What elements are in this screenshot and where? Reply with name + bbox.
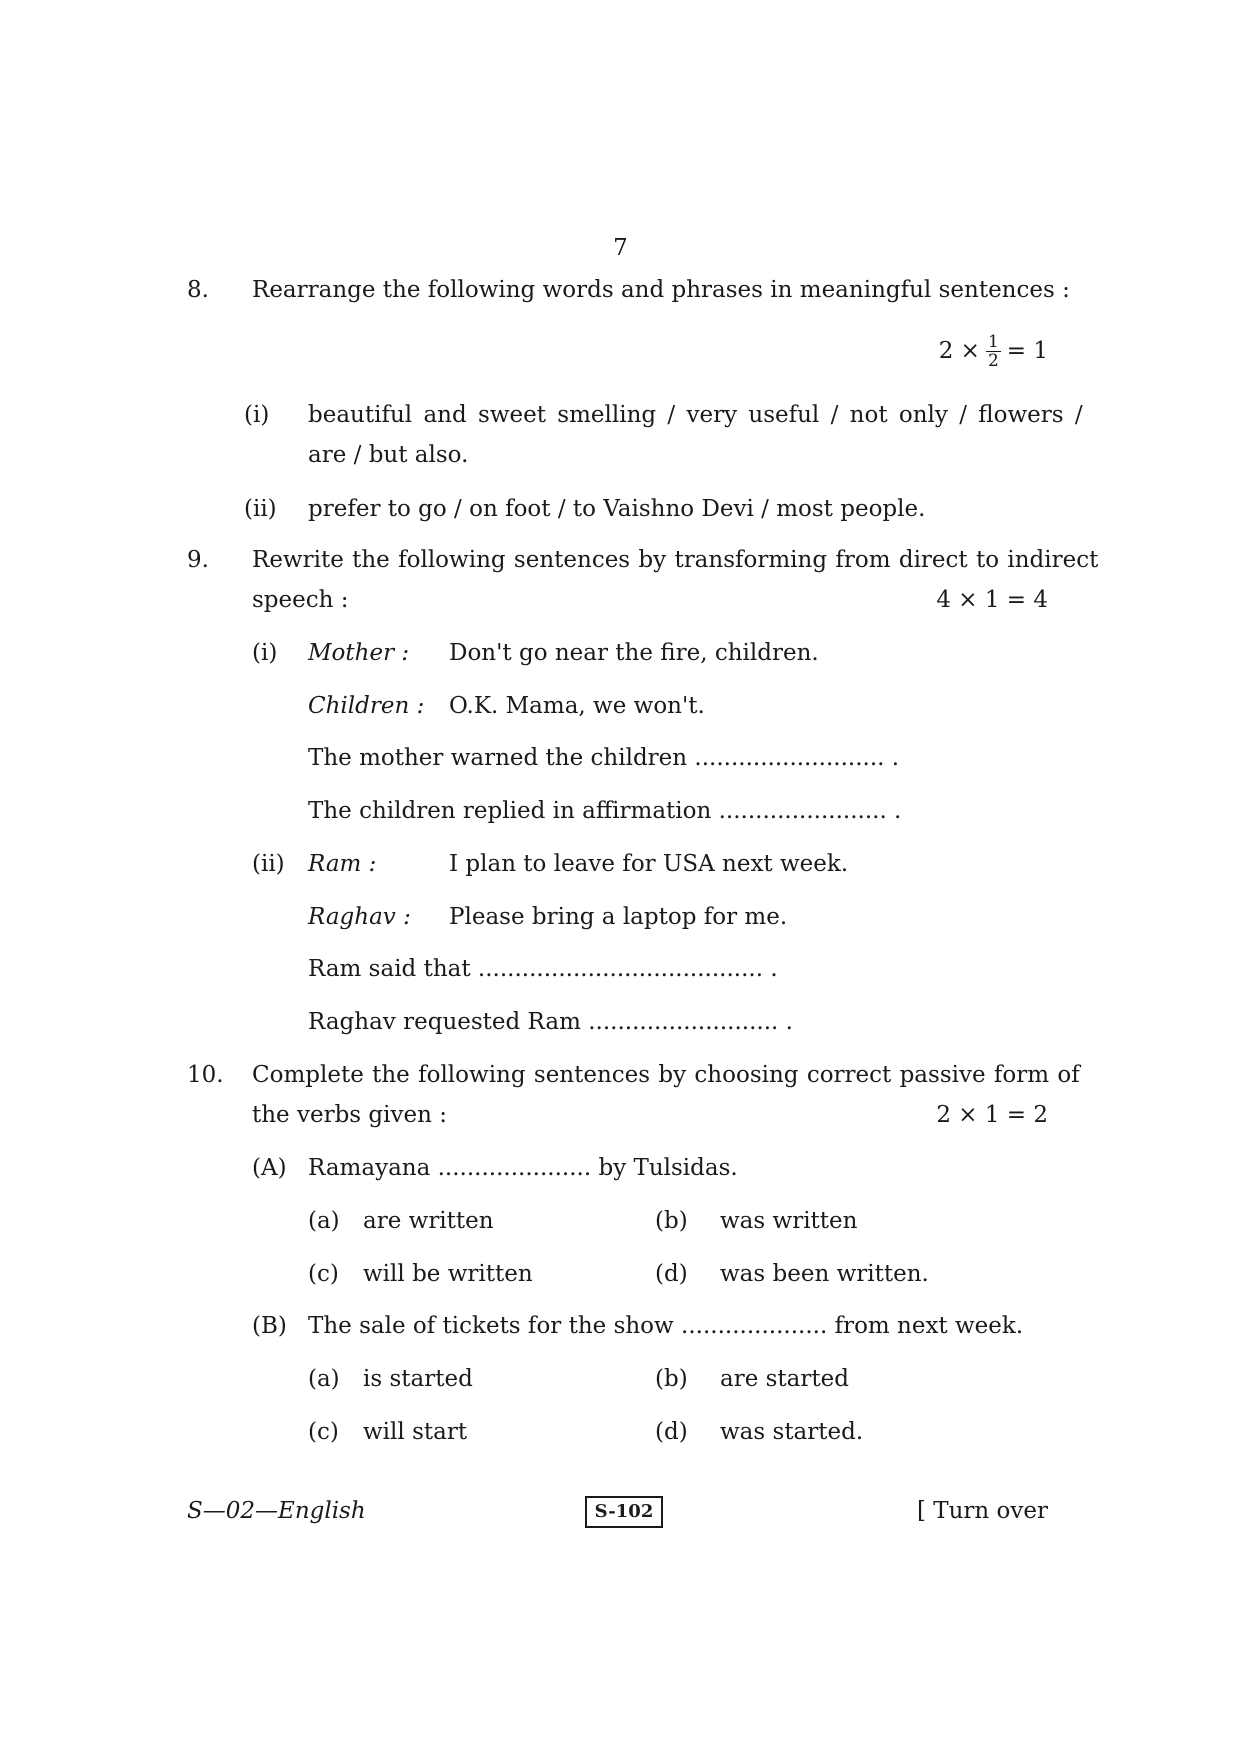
q9-speech: Don't go near the fire, children. [449,640,819,666]
question-10-line1: Complete the following sentences by choosing correct passive form of [252,1062,1080,1088]
option-label: (d) [655,1261,688,1287]
option-text: will be written [363,1261,533,1287]
q8-item-label: (ii) [244,496,277,522]
question-9-line2: speech : [252,587,349,613]
q9-part-label: (i) [252,640,278,666]
question-8-text: Rearrange the following words and phrases in meaningful sentences : [252,277,1070,303]
q9-answer-blank: Raghav requested Ram .......................... . [308,1009,793,1035]
option-label: (c) [308,1261,339,1287]
q10-part-text: Ramayana ..................... by Tulsidas. [308,1155,738,1181]
option-label: (a) [308,1208,340,1234]
q8-item-line: beautiful and sweet smelling / very useful / not only / flowers / [308,402,1083,428]
paper-code-box: S-102 [585,1496,663,1528]
question-10-number: 10. [187,1062,224,1088]
option-text: was been written. [720,1261,929,1287]
page-number: 7 [613,235,628,261]
q9-speaker: Ram : [308,851,377,877]
option-text: was written [720,1208,858,1234]
option-label: (a) [308,1366,340,1392]
q9-speech: Please bring a laptop for me. [449,904,788,930]
option-label: (b) [655,1208,688,1234]
question-9-line1: Rewrite the following sentences by transforming from direct to indirect [252,547,1099,573]
q10-part-label: (A) [252,1155,287,1181]
q8-item-line2: are / but also. [308,442,469,468]
fraction-half [986,333,1001,370]
option-text: was started. [720,1419,864,1445]
q9-speaker: Raghav : [308,904,411,930]
footer-turn-over: [ Turn over [916,1498,1048,1524]
q9-speech: O.K. Mama, we won't. [449,693,705,719]
q9-answer-blank: Ram said that ....................................... . [308,956,778,982]
question-9-marks: 4 × 1 = 4 [936,587,1048,613]
q10-part-label: (B) [252,1313,287,1339]
marks-prefix: 2 × [938,338,980,364]
marks-suffix: = 1 [1006,338,1048,364]
fraction-denominator: 2 [987,350,999,371]
question-10-line2: the verbs given : [252,1102,447,1128]
option-text: are written [363,1208,494,1234]
q9-speech: I plan to leave for USA next week. [449,851,849,877]
question-9-number: 9. [187,547,209,573]
question-10-marks: 2 × 1 = 2 [936,1102,1048,1128]
q8-item-text: prefer to go / on foot / to Vaishno Devi / most people. [308,496,926,522]
q9-part-label: (ii) [252,851,285,877]
option-label: (d) [655,1419,688,1445]
q8-item-text [308,400,1083,430]
option-text: is started [363,1366,473,1392]
question-8-marks [900,326,1048,376]
fraction-numerator: 1 [987,331,999,352]
q9-speaker: Children : [308,693,425,719]
q8-item-label: (i) [244,402,270,428]
option-text: will start [363,1419,468,1445]
q10-part-text: The sale of tickets for the show .................... from next week. [308,1313,1024,1339]
option-text: are started [720,1366,849,1392]
q9-speaker: Mother : [308,640,410,666]
footer-subject: S—02—English [187,1498,366,1524]
question-8-number: 8. [187,277,209,303]
option-label: (c) [308,1419,339,1445]
q9-answer-blank: The children replied in affirmation ....................... . [308,798,902,824]
option-label: (b) [655,1366,688,1392]
q9-answer-blank: The mother warned the children .......................... . [308,745,900,771]
